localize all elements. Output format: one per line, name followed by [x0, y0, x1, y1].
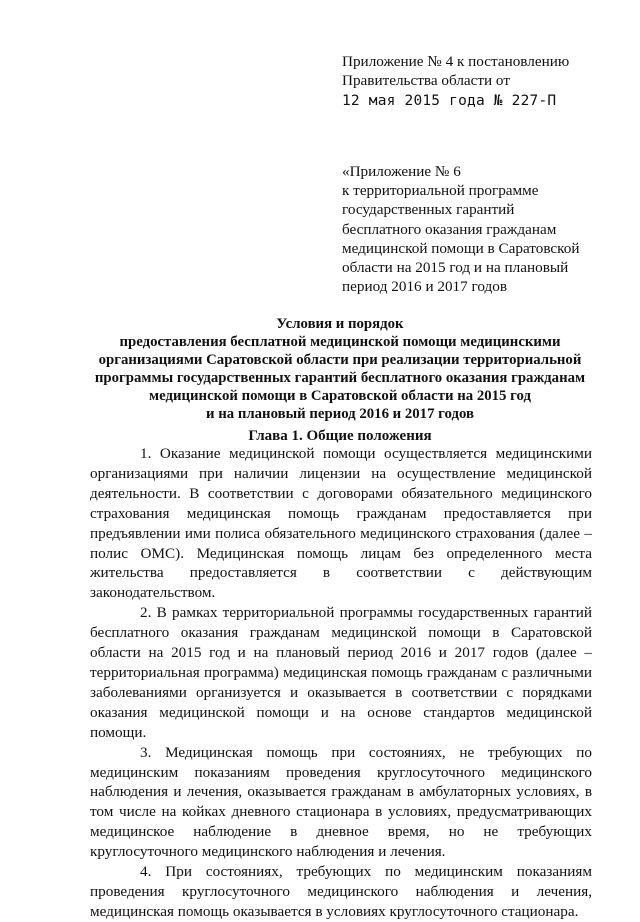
paragraph-2: 2. В рамках территориальной программы государственных гарантий бесплатного оказания гражданам медицинской помощи в Саратовской области на 2015 год и на плановый период 2016 и 2017 годов (далее – территориальная программа) медицинская помощь гражданам с различными заболеваниями организуется и оказывается в соответствии с порядками оказания медицинской помощи и на основе стандартов медицинской помощи. [90, 604, 592, 741]
appendix-4-header [342, 52, 602, 111]
appendix-4-line-1: Приложение № 4 к постановлению [342, 53, 570, 70]
chapter-heading: Глава 1. Общие положения [248, 428, 432, 444]
appendix-6-line: к территориальной программе [342, 182, 539, 200]
appendix-4-line-2: Правительства области от [342, 72, 510, 89]
paragraph-1: 1. Оказание медицинской помощи осуществляется медицинскими организациями при наличии лицензии на осуществление медицинской деятельности. В соответствии с договорами обязательного медицинского страхования медицинская помощь гражданам предоставляется при предъявлении ими полиса обязательного медицинского страхования (далее – полис ОМС). Медицинская помощь лицам без определенного места жительства предоставляется в соответствии с действующим законодательством. [90, 445, 592, 602]
appendix-6-line: период 2016 и 2017 годов [342, 278, 508, 296]
appendix-6-line: области на 2015 год и на плановый [342, 259, 569, 277]
appendix-6-line: медицинской помощи в Саратовской [342, 239, 580, 257]
paragraph-3: 3. Медицинская помощь при состояниях, не требующих по медицинским показаниям проведения круглосуточного медицинского наблюдения и лечения, оказывается гражданам в амбулаторных условиях, в том числе на койках дневного стационара в условиях, предусматривающих медицинское наблюдение в дневное время, но не требующих круглосуточного медицинского наблюдения и лечения. [90, 743, 592, 861]
title-line: медицинской помощи в Саратовской области на 2015 год [149, 387, 531, 404]
appendix-6-header [342, 162, 592, 296]
title-line: организациями Саратовской области при реализации территориальной [98, 351, 582, 368]
title-line: предоставления бесплатной медицинской помощи медицинскими [119, 333, 561, 350]
paragraph-4: 4. При состояниях, требующих по медицинским показаниям проведения круглосуточного медицинского наблюдения и лечения, медицинская помощь оказывается в условиях круглосуточного стационара. [90, 863, 592, 920]
appendix-6-line: «Приложение № 6 [342, 163, 461, 180]
title-line: Условия и порядок [276, 316, 404, 332]
title-line: программы государственных гарантий бесплатного оказания гражданам [94, 369, 586, 386]
appendix-6-line: бесплатного оказания гражданам [342, 220, 557, 238]
document-body [90, 444, 592, 922]
title-line: и на плановый период 2016 и 2017 годов [205, 405, 475, 422]
resolution-date-stamp: 12 мая 2015 года № 227-П [342, 93, 557, 109]
appendix-6-line: государственных гарантий [342, 201, 515, 219]
document-title [60, 316, 620, 423]
